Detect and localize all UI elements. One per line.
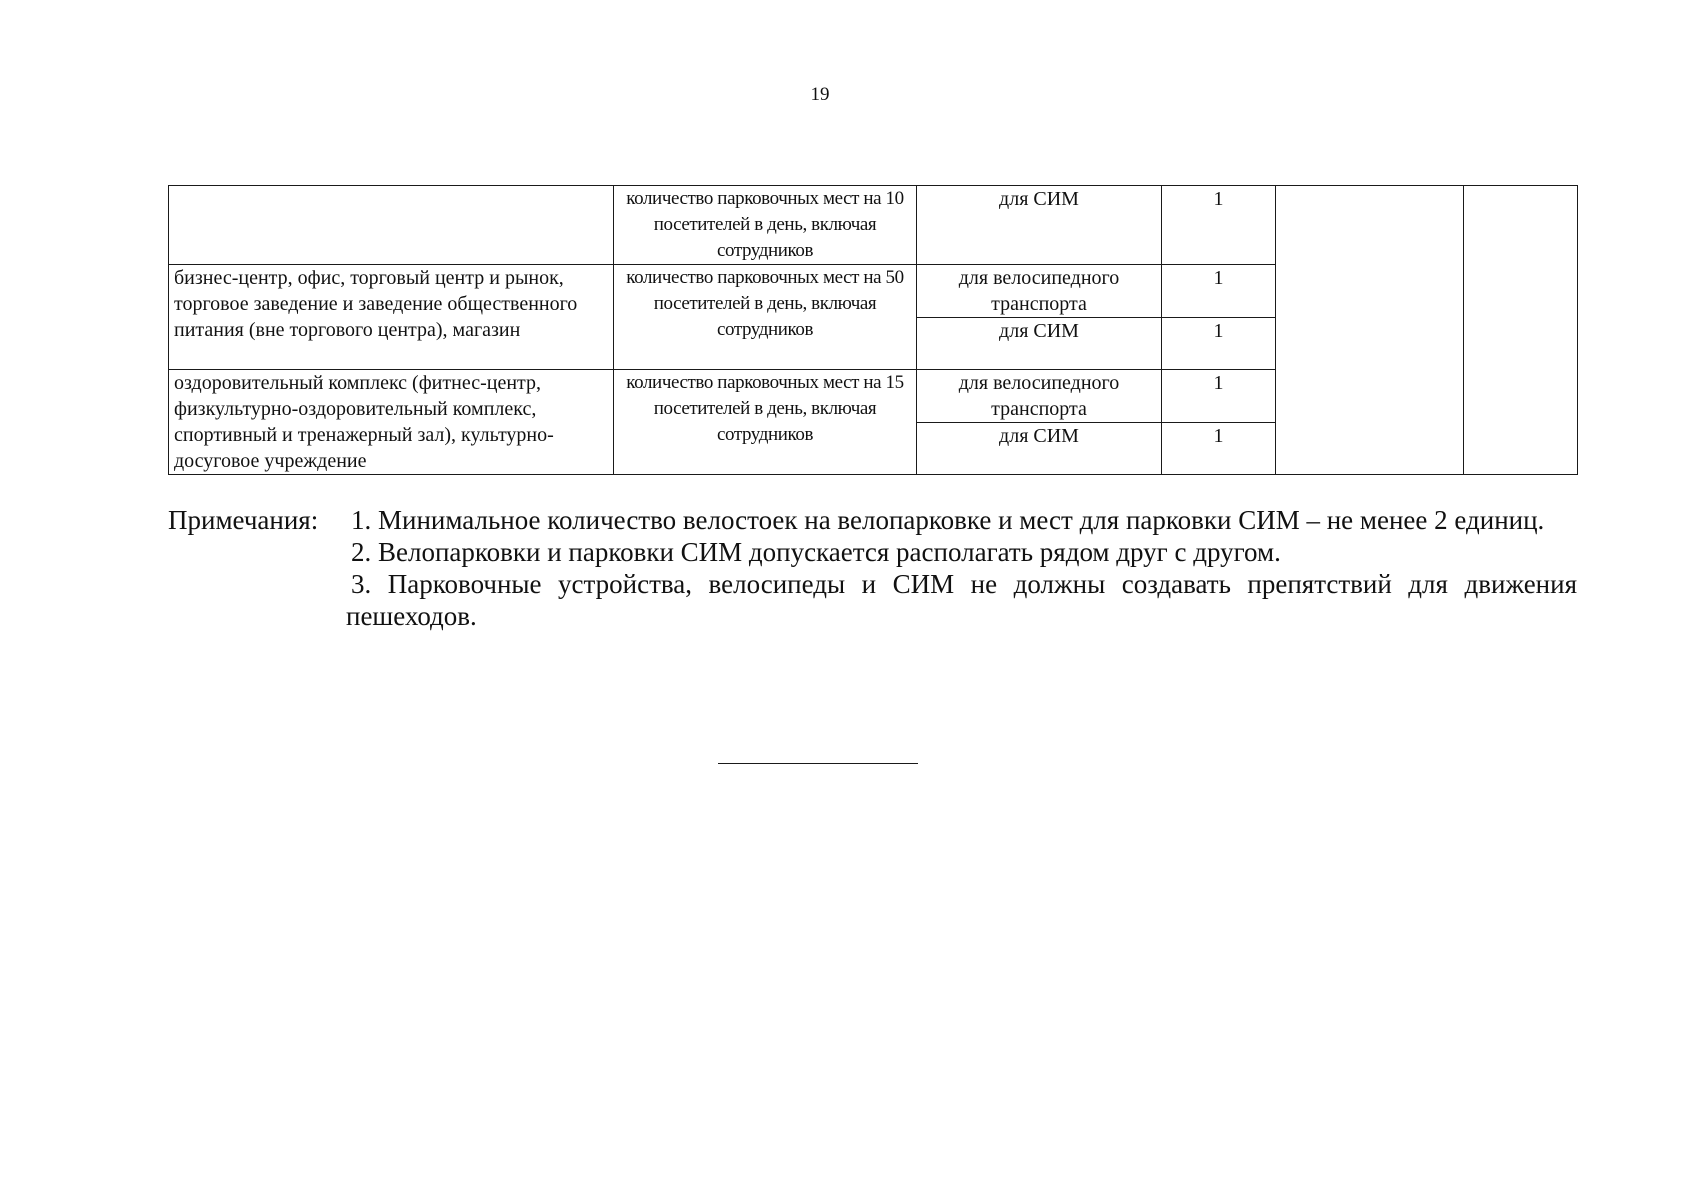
object-cell: бизнес-центр, офис, торговый центр и рынок, торговое заведение и заведение общественного питания (вне торгового центра), магазин (169, 265, 614, 370)
table-row (169, 186, 1578, 265)
note-item: 1. Минимальное количество велостоек на велопарковке и мест для парковки СИМ – не менее 2 единиц. (351, 505, 1545, 535)
quantity-cell: 1 (1162, 423, 1276, 475)
calc-basis-cell: количество парковочных мест на 15 посетителей в день, включая сотрудников (614, 370, 917, 475)
parking-type-cell: для СИМ (917, 423, 1162, 475)
note-item: 2. Велопарковки и парковки СИМ допускается располагать рядом друг с другом. (351, 537, 1281, 567)
end-of-document-rule (718, 763, 918, 764)
parking-type-cell: для велосипедного транспорта (917, 265, 1162, 318)
quantity-cell: 1 (1162, 370, 1276, 423)
calc-basis-cell: количество парковочных мест на 10 посетителей в день, включая сотрудников (614, 186, 917, 265)
quantity-cell: 1 (1162, 186, 1276, 265)
parking-norms-table (168, 185, 1578, 475)
note-item: 3. Парковочные устройства, велосипеды и СИМ не должны создавать препятствий для движения пешеходов. (346, 569, 1577, 631)
quantity-cell: 1 (1162, 265, 1276, 318)
quantity-cell: 1 (1162, 318, 1276, 370)
empty-column-cell (1464, 186, 1578, 475)
parking-type-cell: для СИМ (917, 318, 1162, 370)
page-number: 19 (810, 84, 830, 105)
calc-basis-cell: количество парковочных мест на 50 посетителей в день, включая сотрудников (614, 265, 917, 370)
empty-column-cell (1276, 186, 1464, 475)
notes-label: Примечания: (168, 505, 319, 535)
object-cell (169, 186, 614, 265)
notes-section (168, 504, 1577, 632)
parking-type-cell: для СИМ (917, 186, 1162, 265)
parking-type-cell: для велосипедного транспорта (917, 370, 1162, 423)
object-cell: оздоровительный комплекс (фитнес-центр, физкультурно-оздоровительный комплекс, спортивный и тренажерный зал), культурно-досуговое учреждение (169, 370, 614, 475)
